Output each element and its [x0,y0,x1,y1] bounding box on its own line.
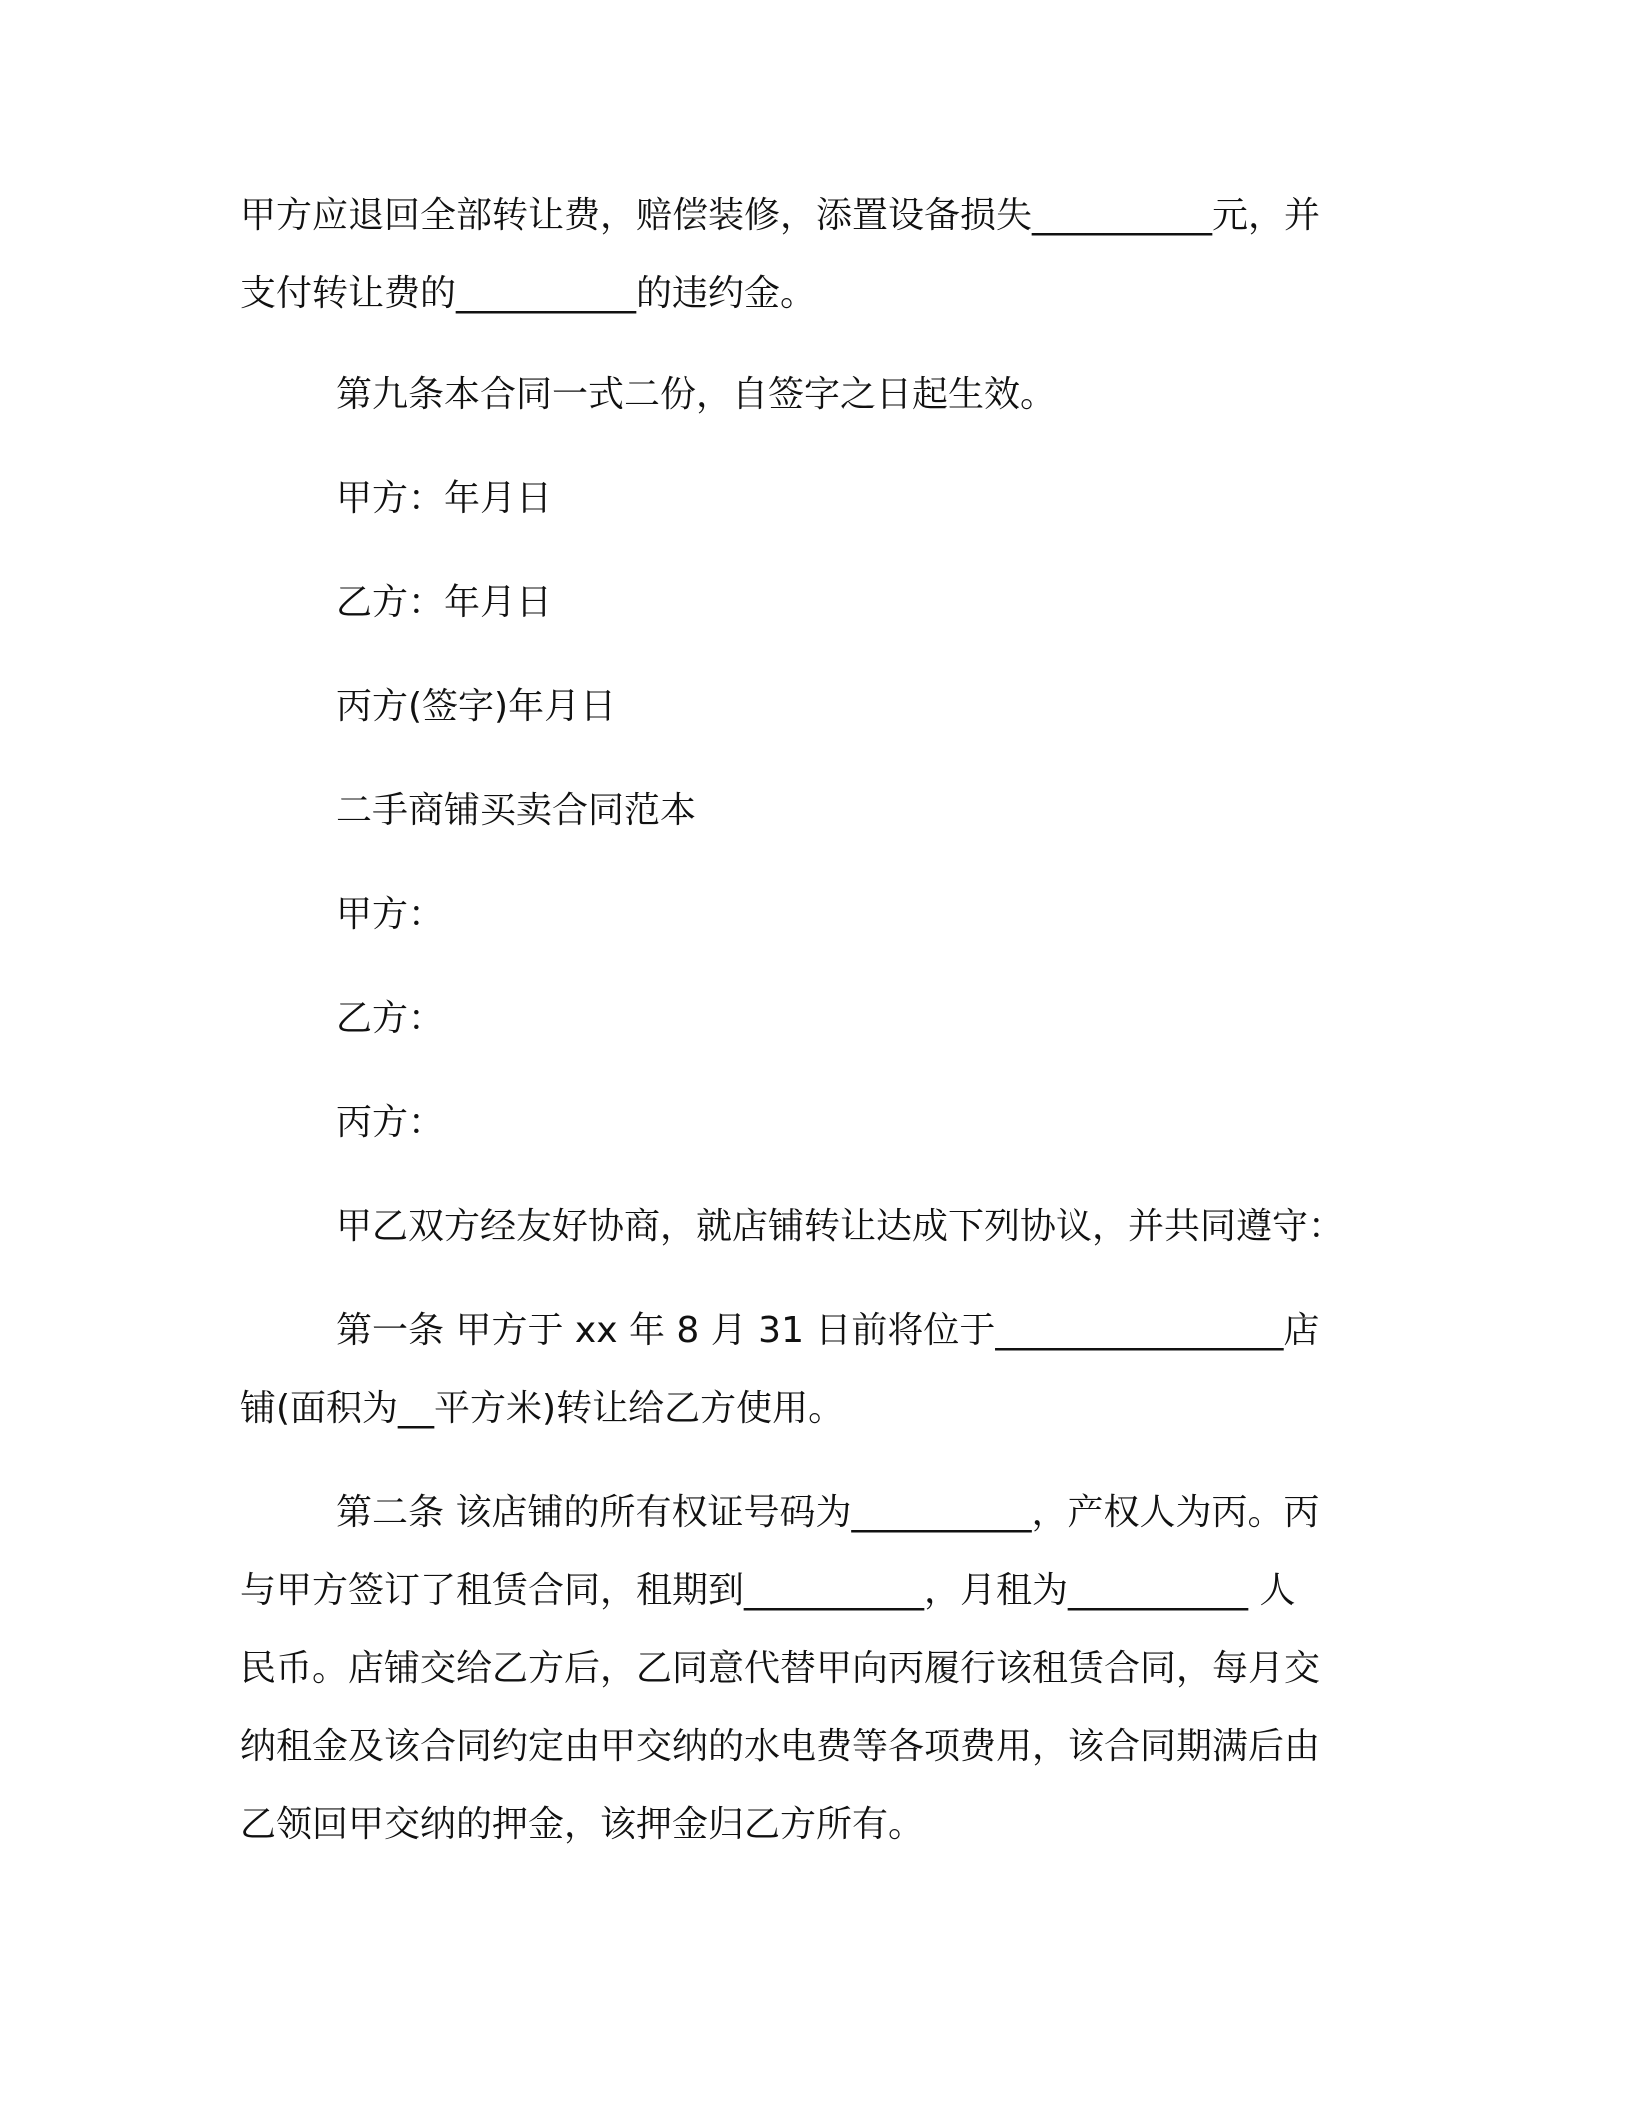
text-line: 甲方：年月日 [336,478,553,519]
text-line: 甲方： [336,894,445,935]
text-line: 纳租金及该合同约定由甲交纳的水电费等各项费用，该合同期满后由 [240,1726,1321,1767]
paragraph-article-9 [240,356,1390,434]
signature-party-a [240,460,1390,538]
party-c-label [240,1084,1390,1162]
text-line: 丙方： [336,1102,445,1143]
text-line: 甲方应退回全部转让费，赔偿装修，添置设备损失__________元，并 [240,195,1321,236]
text-line: 支付转让费的__________的违约金。 [240,273,817,314]
party-a-label [240,876,1390,954]
text-line: 第一条 甲方于 xx 年 8 月 31 日前将位于________________店 [336,1310,1320,1351]
paragraph-refund-clause [240,177,1390,333]
party-b-label [240,980,1390,1058]
text-line: 民币。店铺交给乙方后，乙同意代替甲向丙履行该租赁合同，每月交 [240,1648,1321,1689]
signature-party-b [240,564,1390,642]
contract-title [240,772,1390,850]
text-line: 第九条本合同一式二份，自签字之日起生效。 [336,374,1057,415]
signature-party-c [240,668,1390,746]
text-line: 丙方(签字)年月日 [336,686,617,727]
paragraph-agreement-intro [240,1188,1390,1266]
text-line: 乙方：年月日 [336,582,553,623]
text-line: 乙方： [336,998,445,1039]
paragraph-article-2 [240,1474,1390,1864]
text-line: 二手商铺买卖合同范本 [336,790,697,831]
text-line: 第二条 该店铺的所有权证号码为__________，产权人为丙。丙 [336,1492,1320,1533]
text-line: 甲乙双方经友好协商，就店铺转让达成下列协议，并共同遵守： [336,1206,1345,1247]
text-line: 与甲方签订了租赁合同，租期到__________，月租为__________ 人 [240,1570,1296,1611]
text-line: 乙领回甲交纳的押金，该押金归乙方所有。 [240,1804,925,1845]
text-line: 铺(面积为__平方米)转让给乙方使用。 [240,1388,845,1429]
paragraph-article-1 [240,1292,1390,1448]
